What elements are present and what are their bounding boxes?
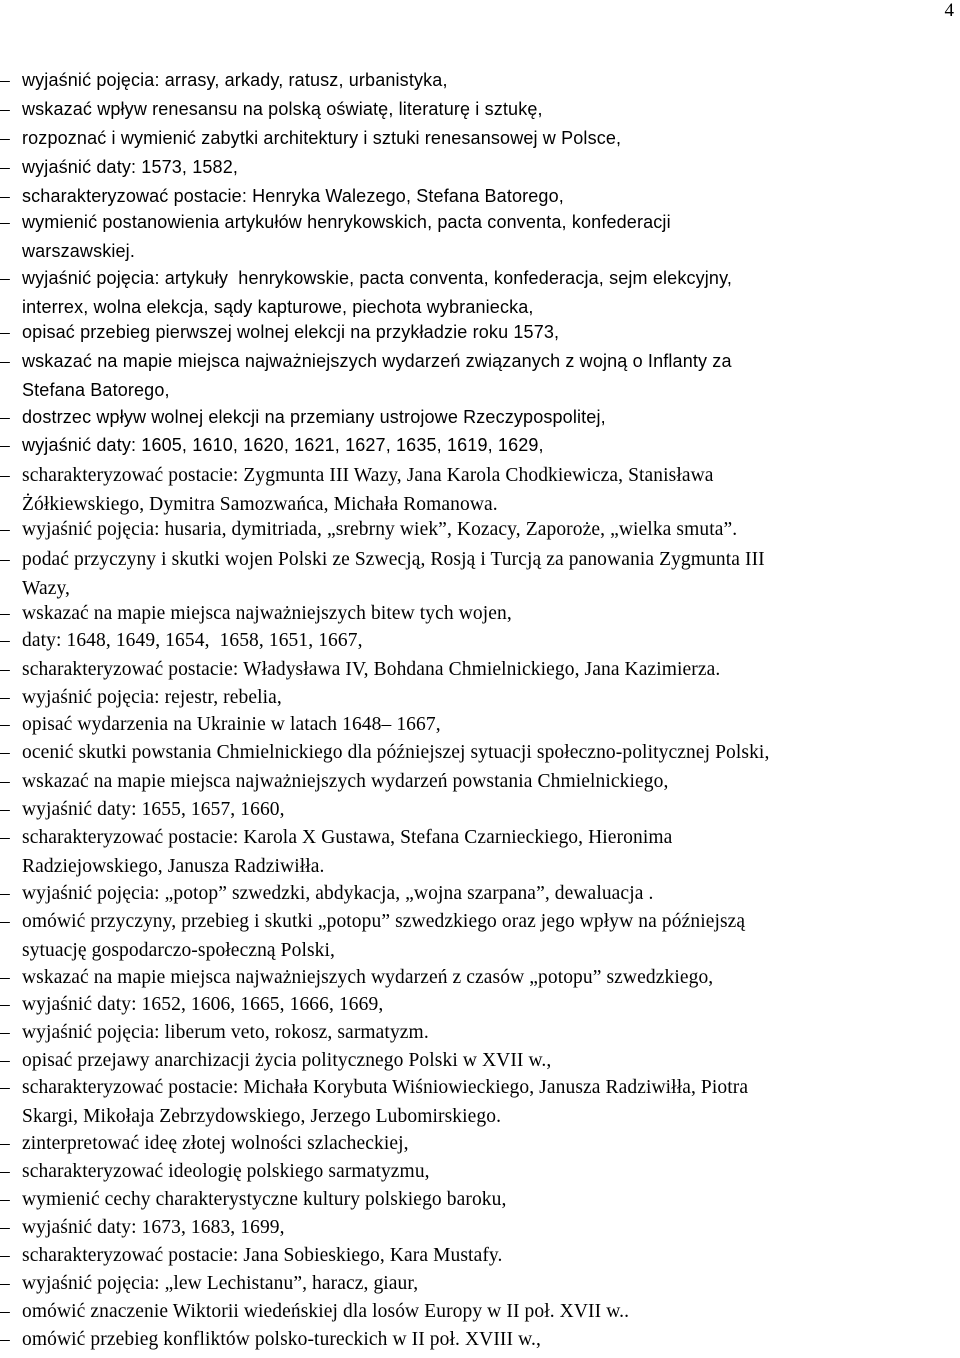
list-item-text: wskazać na mapie miejsca najważniejszych wydarzeń powstania Chmielnickiego, [22,771,669,792]
list-item [0,1185,950,1214]
list-dash: – [0,465,10,486]
list-item [0,767,950,796]
list-item [0,515,950,544]
list-dash: – [0,407,10,428]
list-item [0,461,950,519]
list-item [0,879,950,908]
list-dash: – [0,1245,10,1266]
list-dash: – [0,1301,10,1322]
list-item-text: wyjaśnić pojęcia: „potop” szwedzki, abdykacja, „wojna szarpana”, dewaluacja . [22,883,654,904]
list-item-text: wyjaśnić daty: 1673, 1683, 1699, [22,1217,285,1238]
list-item-text: scharakteryzować postacie: Zygmunta III Wazy, Jana Karola Chodkiewicza, Stanisława Żółkiewskiego, Dymitra Samozwańca, Michała Romanowa. [22,465,714,515]
list-item [0,403,950,432]
list-item-text: wyjaśnić daty: 1652, 1606, 1665, 1666, 1669, [22,994,384,1015]
list-item [0,153,950,182]
list-item-text: scharakteryzować ideologię polskiego sarmatyzmu, [22,1161,430,1182]
list-item [0,264,950,322]
list-dash: – [0,322,10,343]
list-item-text: scharakteryzować postacie: Michała Korybuta Wiśniowieckiego, Janusza Radziwiłła, Piotra Skargi, Mikołaja Zebrzydowskiego, Jerzego Lubomirskiego. [22,1077,749,1127]
list-item [0,710,950,739]
list-item [0,907,950,965]
list-item [0,1129,950,1158]
list-item [0,738,950,767]
list-dash: – [0,549,10,570]
list-item [0,95,950,124]
list-item-text: opisać przejawy anarchizacji życia politycznego Polski w XVII w., [22,1050,552,1071]
list-item [0,1213,950,1242]
list-item-text: opisać wydarzenia na Ukrainie w latach 1648– 1667, [22,714,441,735]
list-item [0,182,950,211]
list-dash: – [0,1022,10,1043]
list-item-text: wyjaśnić daty: 1573, 1582, [22,157,239,177]
list-item [0,1046,950,1075]
list-item [0,1073,950,1131]
list-item-text: dostrzec wpływ wolnej elekcji na przemiany ustrojowe Rzeczypospolitej, [22,407,606,427]
list-item-text: ocenić skutki powstania Chmielnickiego dla późniejszej sytuacji społeczno-politycznej Polski, [22,742,770,763]
list-item-text: wyjaśnić daty: 1655, 1657, 1660, [22,799,285,820]
list-item [0,347,950,405]
list-dash: – [0,1161,10,1182]
list-item-text: rozpoznać i wymienić zabytki architektury i sztuki renesansowej w Polsce, [22,128,622,148]
list-item-text: podać przyczyny i skutki wojen Polski ze Szwecją, Rosją i Turcją za panowania Zygmunta III Wazy, [22,549,765,599]
list-dash: – [0,659,10,680]
list-item-text: scharakteryzować postacie: Henryka Walezego, Stefana Batorego, [22,186,564,206]
list-dash: – [0,883,10,904]
list-dash: – [0,519,10,540]
list-dash: – [0,994,10,1015]
list-dash: – [0,1189,10,1210]
list-dash: – [0,1077,10,1098]
list-item [0,1297,950,1326]
list-item-text: wskazać na mapie miejsca najważniejszych wydarzeń z czasów „potopu” szwedzkiego, [22,967,714,988]
list-dash: – [0,771,10,792]
list-item-text: wyjaśnić daty: 1605, 1610, 1620, 1621, 1627, 1635, 1619, 1629, [22,435,544,455]
list-item [0,823,950,881]
list-dash: – [0,157,10,178]
list-item-text: scharakteryzować postacie: Władysława IV, Bohdana Chmielnickiego, Jana Kazimierza. [22,659,721,680]
list-dash: – [0,742,10,763]
list-item-text: zinterpretować ideę złotej wolności szlacheckiej, [22,1133,409,1154]
list-dash: – [0,186,10,207]
list-item [0,1241,950,1270]
list-item-text: scharakteryzować postacie: Jana Sobieskiego, Kara Mustafy. [22,1245,503,1266]
list-dash: – [0,827,10,848]
list-item-text: omówić przebieg konfliktów polsko-tureckich w II poł. XVIII w., [22,1329,541,1350]
list-item-text: wskazać na mapie miejsca najważniejszych wydarzeń związanych z wojną o Inflanty za Stefana Batorego, [22,351,732,400]
list-dash: – [0,212,10,233]
list-item [0,626,950,655]
list-item [0,66,950,95]
list-item-text: wymienić postanowienia artykułów henrykowskich, pacta conventa, konfederacji warszawskiej. [22,212,671,261]
list-item-text: scharakteryzować postacie: Karola X Gustawa, Stefana Czarnieckiego, Hieronima Radziejowskiego, Janusza Radziwiłła. [22,827,673,877]
list-item [0,599,950,628]
list-dash: – [0,967,10,988]
list-dash: – [0,714,10,735]
list-item [0,655,950,684]
list-dash: – [0,687,10,708]
list-item-text: wymienić cechy charakterystyczne kultury polskiego baroku, [22,1189,507,1210]
list-dash: – [0,70,10,91]
list-dash: – [0,603,10,624]
list-dash: – [0,630,10,651]
list-dash: – [0,911,10,932]
list-item [0,124,950,153]
list-item-text: wyjaśnić pojęcia: artykuły henrykowskie, pacta conventa, konfederacja, sejm elekcyjny, interrex, wolna elekcja, sądy kapturowe, piechota wybraniecka, [22,268,733,317]
list-item-text: wyjaśnić pojęcia: husaria, dymitriada, „srebrny wiek”, Kozacy, Zaporoże, „wielka smuta”. [22,519,738,540]
list-item [0,431,950,460]
list-item-text: wskazać na mapie miejsca najważniejszych bitew tych wojen, [22,603,512,624]
page-number: 4 [944,0,954,21]
list-dash: – [0,351,10,372]
list-item-text: omówić przyczyny, przebieg i skutki „potopu” szwedzkiego oraz jego wpływ na późniejszą sytuację gospodarczo-społeczną Polski, [22,911,746,961]
list-dash: – [0,128,10,149]
list-item [0,1325,950,1354]
list-dash: – [0,1217,10,1238]
list-dash: – [0,1050,10,1071]
list-dash: – [0,99,10,120]
list-dash: – [0,435,10,456]
list-dash: – [0,799,10,820]
list-item [0,1018,950,1047]
list-dash: – [0,1273,10,1294]
list-item [0,208,950,266]
list-dash: – [0,1329,10,1350]
list-item [0,1269,950,1298]
list-item [0,545,950,603]
list-dash: – [0,268,10,289]
list-item-text: opisać przebieg pierwszej wolnej elekcji na przykładzie roku 1573, [22,322,560,342]
list-dash: – [0,1133,10,1154]
list-item-text: wyjaśnić pojęcia: „lew Lechistanu”, haracz, giaur, [22,1273,419,1294]
list-item [0,963,950,992]
list-item-text: wyjaśnić pojęcia: rejestr, rebelia, [22,687,282,708]
list-item [0,795,950,824]
list-item [0,318,950,347]
list-item [0,990,950,1019]
list-item-text: wyjaśnić pojęcia: liberum veto, rokosz, sarmatyzm. [22,1022,429,1043]
list-item-text: wyjaśnić pojęcia: arrasy, arkady, ratusz, urbanistyka, [22,70,448,90]
list-item-text: omówić znaczenie Wiktorii wiedeńskiej dla losów Europy w II poł. XVII w.. [22,1301,630,1322]
list-item-text: daty: 1648, 1649, 1654, 1658, 1651, 1667, [22,630,363,651]
list-item-text: wskazać wpływ renesansu na polską oświatę, literaturę i sztukę, [22,99,543,119]
list-item [0,683,950,712]
list-item [0,1157,950,1186]
